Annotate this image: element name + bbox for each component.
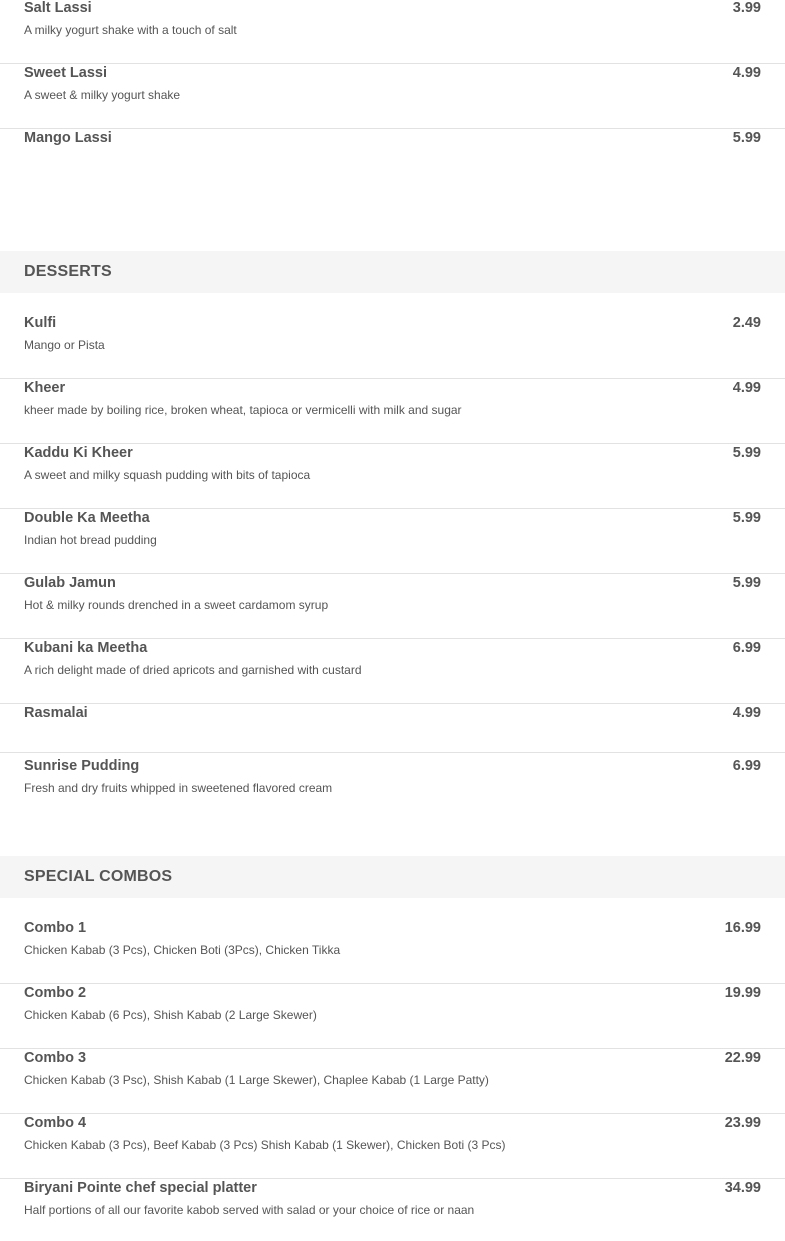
item-description: Chicken Kabab (6 Pcs), Shish Kabab (2 Large Skewer) (24, 1008, 317, 1022)
item-description: Fresh and dry fruits whipped in sweetened flavored cream (24, 781, 333, 795)
menu-item-combo-4[interactable] (0, 1114, 785, 1179)
item-name: Kubani ka Meetha (24, 640, 148, 656)
menu-item-kulfi[interactable] (0, 314, 785, 379)
menu-item-double-ka-meetha[interactable] (0, 509, 785, 574)
item-name: Kulfi (24, 315, 57, 331)
item-description: Mango or Pista (24, 338, 105, 352)
menu-item-chef-special-platter[interactable] (0, 1179, 785, 1241)
item-price: 4.99 (732, 380, 761, 396)
item-name: Combo 2 (24, 985, 87, 1001)
item-description: A sweet and milky squash pudding with bits of tapioca (24, 468, 311, 482)
item-price: 6.99 (732, 640, 761, 656)
item-name: Kaddu Ki Kheer (24, 445, 133, 461)
item-name: Sunrise Pudding (24, 758, 140, 774)
item-name: Mango Lassi (24, 130, 112, 146)
section-spacer (0, 818, 785, 856)
item-description: Half portions of all our favorite kabob served with salad or your choice of rice or naan (24, 1203, 475, 1217)
item-name: Gulab Jamun (24, 575, 116, 591)
item-description: kheer made by boiling rice, broken wheat, tapioca or vermicelli with milk and sugar (24, 403, 462, 417)
menu-item-combo-3[interactable] (0, 1049, 785, 1114)
item-price: 3.99 (732, 0, 761, 16)
item-name: Biryani Pointe chef special platter (24, 1180, 257, 1196)
item-name: Combo 3 (24, 1050, 87, 1066)
item-name: Combo 4 (24, 1115, 87, 1131)
item-price: 5.99 (732, 575, 761, 591)
section-title: SPECIAL COMBOS (24, 868, 173, 885)
item-description: A sweet & milky yogurt shake (24, 88, 181, 102)
item-name: Combo 1 (24, 920, 87, 936)
item-name: Double Ka Meetha (24, 510, 150, 526)
item-description: A rich delight made of dried apricots and garnished with custard (24, 663, 362, 677)
item-price: 4.99 (732, 705, 761, 721)
menu-item-sunrise-pudding[interactable] (0, 757, 785, 822)
item-price: 6.99 (732, 758, 761, 774)
item-description: Indian hot bread pudding (24, 533, 157, 547)
item-description: Chicken Kabab (3 Psc), Shish Kabab (1 Large Skewer), Chaplee Kabab (1 Large Patty) (24, 1073, 489, 1087)
item-price: 5.99 (732, 445, 761, 461)
item-price: 5.99 (732, 130, 761, 146)
menu-item-rasmalai[interactable] (0, 704, 785, 753)
section-header-desserts (0, 251, 785, 293)
section-header-special-combos (0, 856, 785, 898)
menu-item-combo-2[interactable] (0, 984, 785, 1049)
item-price: 4.99 (732, 65, 761, 81)
menu-item-kaddu-ki-kheer[interactable] (0, 444, 785, 509)
item-price: 23.99 (724, 1115, 761, 1131)
menu-item-kubani-ka-meetha[interactable] (0, 639, 785, 704)
menu-item-salt-lassi[interactable] (0, 0, 785, 64)
item-name: Sweet Lassi (24, 65, 108, 81)
item-price: 34.99 (724, 1180, 761, 1196)
item-name: Rasmalai (24, 705, 88, 721)
item-price: 16.99 (724, 920, 761, 936)
menu-item-gulab-jamun[interactable] (0, 574, 785, 639)
menu-item-mango-lassi[interactable] (0, 129, 785, 178)
section-spacer (0, 178, 785, 251)
item-description: Chicken Kabab (3 Pcs), Beef Kabab (3 Pcs) Shish Kabab (1 Skewer), Chicken Boti (3 Pcs) (24, 1138, 506, 1152)
menu-item-kheer[interactable] (0, 379, 785, 444)
item-description: Chicken Kabab (3 Pcs), Chicken Boti (3Pcs), Chicken Tikka (24, 943, 341, 957)
menu-item-combo-1[interactable] (0, 919, 785, 984)
item-price: 5.99 (732, 510, 761, 526)
section-title: DESSERTS (24, 263, 112, 280)
item-price: 19.99 (724, 985, 761, 1001)
item-price: 2.49 (732, 315, 761, 331)
menu-item-sweet-lassi[interactable] (0, 64, 785, 129)
item-description: A milky yogurt shake with a touch of salt (24, 23, 237, 37)
item-price: 22.99 (724, 1050, 761, 1066)
item-name: Salt Lassi (24, 0, 92, 16)
item-description: Hot & milky rounds drenched in a sweet cardamom syrup (24, 598, 329, 612)
item-name: Kheer (24, 380, 66, 396)
